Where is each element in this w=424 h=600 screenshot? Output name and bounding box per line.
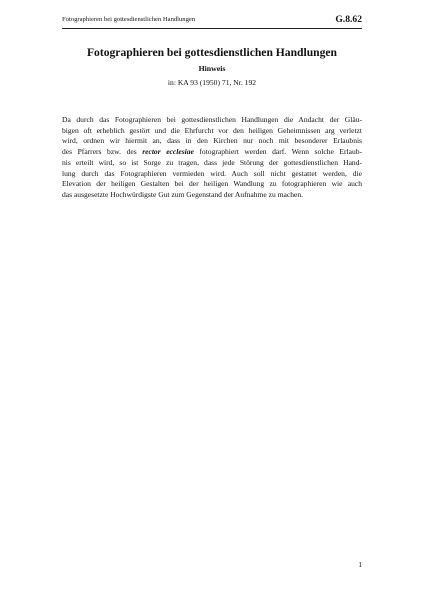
body-line-4-end: fotographiert werden darf. Wenn solche Erlaub- (193, 147, 362, 157)
body-paragraph (62, 115, 362, 201)
body-line-8: das ausgesetzte Hochwürdigste Gut zum Gegenstand der Aufnahme zu machen. (62, 189, 304, 199)
body-line-2: bigen oft erheblich gestört und die Ehrfurcht vor den heiligen Geheimnissen arg verletzt (62, 125, 362, 135)
body-line-3: wird, ordnen wir hiermit an, dass in den Kirchen nur noch mit besonderer Erlaubnis (62, 136, 362, 146)
running-title: Fotographieren bei gottesdienstlichen Handlungen (62, 16, 196, 23)
document-source: in: KA 93 (1950) 71, Nr. 192 (167, 78, 257, 87)
body-line-4 (62, 147, 362, 158)
body-line-6: lung durch das Fotographieren vermieden wird. Auch soll nicht gestattet werden, die (62, 168, 362, 178)
body-line-4-start: des Pfarrers bzw. des (62, 147, 143, 157)
body-line-7: Elevation der heiligen Gestalten bei der heiligen Wandlung zu fotographieren wie auch (62, 179, 362, 189)
document-subtitle: Hinweis (198, 64, 226, 73)
page-number: 1 (358, 560, 362, 569)
body-line-5: nis erteilt wird, so ist Sorge zu tragen, dass jede Störung der gottesdienstlichen Hand- (62, 157, 362, 167)
body-line-1: Da durch das Fotographieren bei gottesdienstlichen Handlungen die Andacht der Gläu- (62, 115, 362, 124)
running-header (62, 14, 362, 29)
section-number: G.8.62 (335, 14, 362, 25)
rector-ecclesiae-term: rector ecclesiae (142, 147, 194, 157)
document-title: Fotographieren bei gottesdienstlichen Handlungen (86, 46, 338, 59)
